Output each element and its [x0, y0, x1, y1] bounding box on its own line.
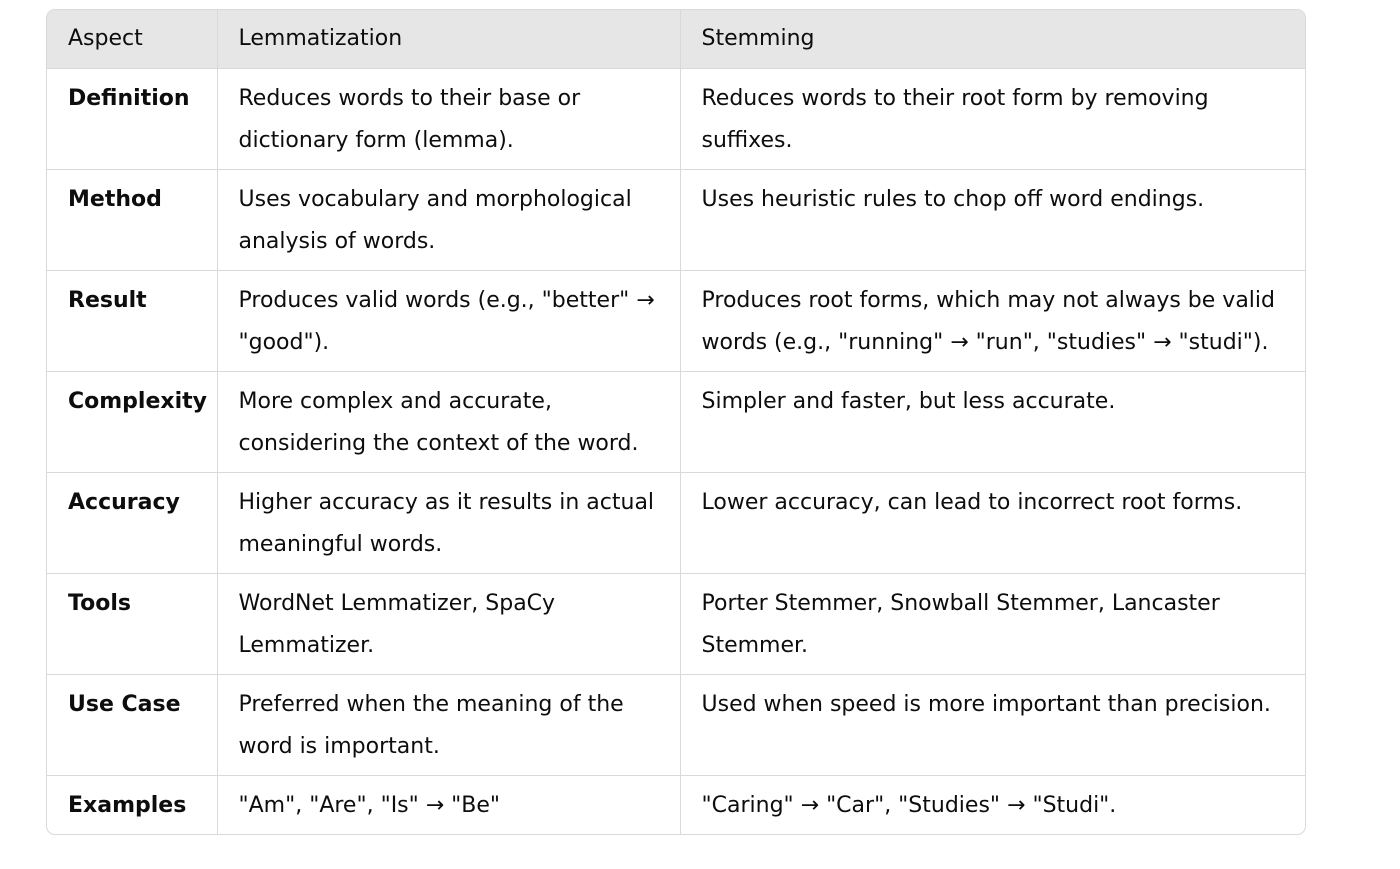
aspect-cell: Method — [47, 169, 217, 270]
header-aspect: Aspect — [47, 10, 217, 68]
lemmatization-cell: Uses vocabulary and morphological analysis of words. — [217, 169, 680, 270]
stemming-cell: Uses heuristic rules to chop off word endings. — [680, 169, 1305, 270]
header-lemmatization: Lemmatization — [217, 10, 680, 68]
aspect-cell: Accuracy — [47, 472, 217, 573]
lemmatization-cell: WordNet Lemmatizer, SpaCy Lemmatizer. — [217, 573, 680, 674]
lemmatization-cell: "Am", "Are", "Is" → "Be" — [217, 775, 680, 834]
stemming-cell: Simpler and faster, but less accurate. — [680, 371, 1305, 472]
aspect-cell: Use Case — [47, 674, 217, 775]
header-row — [47, 10, 1305, 68]
stemming-cell: Produces root forms, which may not always be valid words (e.g., "running" → "run", "studies" → "studi"). — [680, 270, 1305, 371]
table-row — [47, 270, 1305, 371]
header-stemming: Stemming — [680, 10, 1305, 68]
stemming-cell: Used when speed is more important than precision. — [680, 674, 1305, 775]
aspect-cell: Complexity — [47, 371, 217, 472]
aspect-cell: Result — [47, 270, 217, 371]
aspect-cell: Tools — [47, 573, 217, 674]
table-header — [47, 10, 1305, 68]
lemmatization-cell: Produces valid words (e.g., "better" → "good"). — [217, 270, 680, 371]
table-row — [47, 775, 1305, 834]
lemmatization-cell: More complex and accurate, considering the context of the word. — [217, 371, 680, 472]
stemming-cell: Lower accuracy, can lead to incorrect root forms. — [680, 472, 1305, 573]
stemming-cell: Porter Stemmer, Snowball Stemmer, Lancaster Stemmer. — [680, 573, 1305, 674]
lemmatization-cell: Reduces words to their base or dictionary form (lemma). — [217, 68, 680, 169]
aspect-cell: Examples — [47, 775, 217, 834]
table-row — [47, 472, 1305, 573]
table-body — [47, 68, 1305, 834]
table-row — [47, 371, 1305, 472]
stemming-cell: Reduces words to their root form by removing suffixes. — [680, 68, 1305, 169]
stemming-cell: "Caring" → "Car", "Studies" → "Studi". — [701, 792, 1117, 818]
comparison-table-grid — [47, 10, 1305, 834]
table-row — [47, 68, 1305, 169]
table-row — [47, 573, 1305, 674]
comparison-table — [46, 9, 1306, 835]
lemmatization-cell: Higher accuracy as it results in actual meaningful words. — [217, 472, 680, 573]
table-row — [47, 674, 1305, 775]
table-row — [47, 169, 1305, 270]
lemmatization-cell: Preferred when the meaning of the word is important. — [217, 674, 680, 775]
aspect-cell: Definition — [47, 68, 217, 169]
